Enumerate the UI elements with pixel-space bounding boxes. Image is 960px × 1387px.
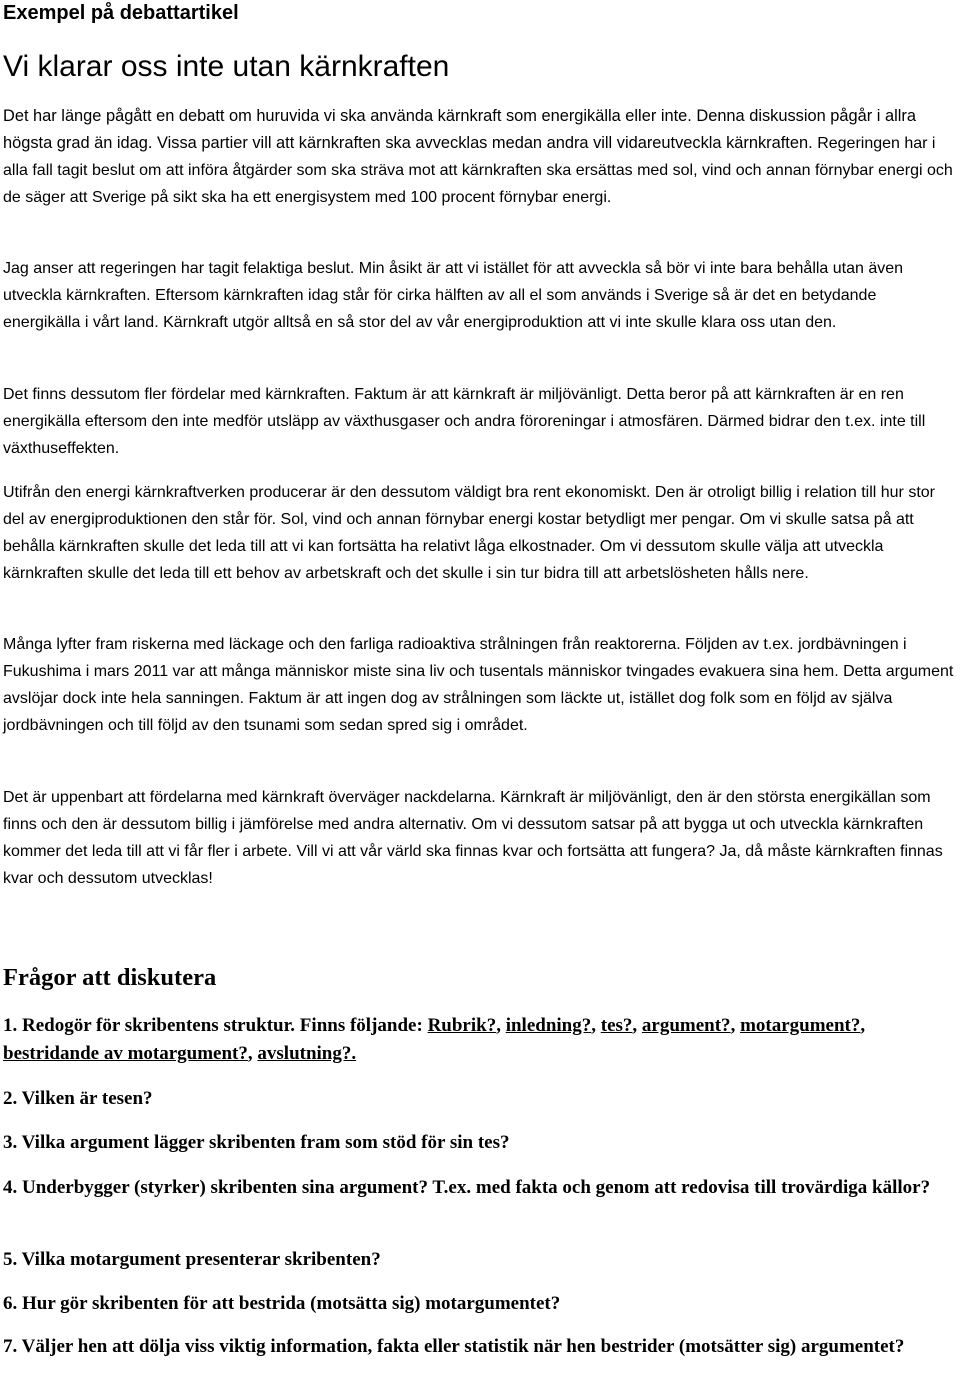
article-paragraph-4: Utifrån den energi kärnkraftverken producerar är den dessutom väldigt bra rent ekonomiskt. Den är otroligt billig i relation till hur stor del av energiproduktionen den står för. Sol, vind och annan förnybar energi kostar betydligt mer pengar. Om vi skulle satsa på att behålla kärnkraften skulle det leda till att vi kan fortsätta ha relativt låga elkostnader. Om vi dessutom skulle välja att utveckla kärnkraften skulle det leda till ett behov av arbetskraft och det skulle i sin tur bidra till att arbetslösheten hålls nere. [3,484,935,582]
structure-item-bestridande: bestridande av motargument? [3,1043,248,1064]
article-paragraph-3: Det finns dessutom fler fördelar med kärnkraften. Faktum är att kärnkraft är miljövänligt. Detta beror på att kärnkraften är en ren energikälla eftersom den inte medför utsläpp av växthusgaser och andra föroreningar i atmosfären. Därmed bidrar den t.ex. inte till växthuseffekten. [3,386,926,457]
article-paragraph-1 [3,103,958,211]
question-2: 2. Vilken är tesen? [3,1088,153,1109]
question-3: 3. Vilka argument lägger skribenten fram som stöd för sin tes? [3,1132,510,1153]
question-1: 1. Redogör för skribentens struktur. Finns följande: Rubrik?, inledning?, tes?, argument?, motargument?, bestridande av motargument?, avslutning?. [3,1015,866,1064]
structure-item-motargument: motargument? [740,1015,861,1036]
questions-heading: Frågor att diskutera [3,964,217,991]
question-4: 4. Underbygger (styrker) skribenten sina argument? T.ex. med fakta och genom att redovisa till trovärdiga källor? [3,1177,931,1198]
article-title: Vi klarar oss inte utan kärnkraften [3,50,450,83]
article-paragraph-2: Jag anser att regeringen har tagit felaktiga beslut. Min åsikt är att vi istället för att avveckla så bör vi inte bara behålla utan även utveckla kärnkraften. Eftersom kärnkraften idag står för cirka hälften av all el som används i Sverige så är det en betydande energikälla i vårt land. Kärnkraft utgör alltså en så stor del av vår energiproduktion att vi inte skulle klara oss utan den. [3,260,904,331]
structure-item-tes: tes? [600,1015,633,1036]
structure-item-avslutning: avslutning?. [257,1043,357,1064]
paragraph-1-intro: Det har länge pågått en debatt om huruvida vi ska använda kärnkraft som energikälla eller inte. Denna diskussion pågår i allra högsta grad än idag. Vissa partier vill att kärnkraften ska avvecklas medan andra vill vidareutveckla kärnkraften. [3,107,916,152]
question-7: 7. Väljer hen att dölja viss viktig information, fakta eller statistik när hen bestrider (motsätter sig) argumentet? [3,1336,905,1357]
article-paragraph-5: Många lyfter fram riskerna med läckage och den farliga radioaktiva strålningen från reaktorerna. Följden av t.ex. jordbävningen i Fukushima i mars 2011 var att många människor miste sina liv och tusentals människor tvingades evakuera sina hem. Detta argument avslöjar dock inte hela sanningen. Faktum är att ingen dog av strålningen som läckte ut, istället dog folk som en följd av själva jordbävningen och till följd av den tsunami som sedan spred sig i området. [3,636,954,734]
paragraph-1-rest: Regeringen har i alla fall tagit beslut om att införa åtgärder som ska sträva mot att kärnkraften ska ersättas med sol, vind och annan förnybar energi och de säger att Sverige på sikt ska ha ett energisystem med 100 procent förnybar energi. [3,135,953,206]
article-paragraph-6: Det är uppenbart att fördelarna med kärnkraft överväger nackdelarna. Kärnkraft är miljövänligt, den är den största energikällan som finns och den är dessutom billig i jämförelse med andra alternativ. Om vi dessutom satsar på att bygga ut och utveckla kärnkraften kommer det leda till att vi får fler i arbete. Vill vi att vår värld ska finnas kvar och fortsätta att fungera? Ja, då måste kärnkraften finnas kvar och dessutom utvecklas! [3,789,943,887]
document-header: Exempel på debattartikel [3,2,239,24]
structure-item-rubrik: Rubrik? [427,1015,497,1036]
structure-item-argument: argument? [641,1015,731,1036]
structure-item-inledning: inledning? [505,1015,592,1036]
question-1-prefix: 1. Redogör för skribentens struktur. Finns följande: [3,1015,428,1036]
question-5: 5. Vilka motargument presenterar skribenten? [3,1249,381,1270]
question-6: 6. Hur gör skribenten för att bestrida (motsätta sig) motargumentet? [3,1293,561,1314]
